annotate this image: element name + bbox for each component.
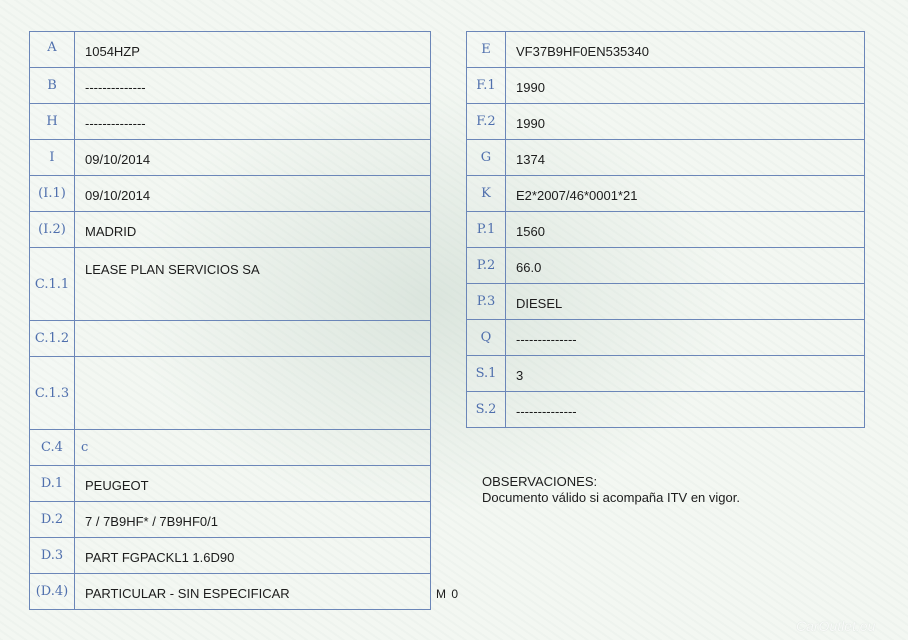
- field-value: 1990: [506, 68, 865, 104]
- field-value: VF37B9HF0EN535340: [506, 32, 865, 68]
- field-code: D.3: [30, 538, 75, 574]
- field-value: 3: [506, 356, 865, 392]
- field-code: (I.1): [30, 176, 75, 212]
- field-value: 1990: [506, 104, 865, 140]
- field-row-c11: [30, 248, 431, 321]
- field-value: 1054HZP: [75, 32, 431, 68]
- field-row-c4: [30, 430, 431, 466]
- field-value: 1560: [506, 212, 865, 248]
- field-row-d2: [30, 502, 431, 538]
- field-code: G: [467, 140, 506, 176]
- field-row-a: [30, 32, 431, 68]
- right-fields-table: [466, 31, 865, 428]
- field-value: 7 / 7B9HF* / 7B9HF0/1: [75, 502, 431, 538]
- field-row-i: [30, 140, 431, 176]
- field-value: PEUGEOT: [75, 466, 431, 502]
- field-code: C.1.1: [30, 248, 75, 321]
- field-row-e: [467, 32, 865, 68]
- marker-code: M 0: [436, 587, 460, 601]
- field-row-d3: [30, 538, 431, 574]
- field-code: C.1.2: [30, 321, 75, 357]
- field-code: D.2: [30, 502, 75, 538]
- field-code: Q: [467, 320, 506, 356]
- field-row-p3: [467, 284, 865, 320]
- watermark-text: CarOutlet.eu: [796, 618, 876, 634]
- observations-title: OBSERVACIONES:: [482, 474, 598, 489]
- field-row-k: [467, 176, 865, 212]
- field-value: PARTICULAR - SIN ESPECIFICAR: [75, 574, 431, 610]
- field-value: DIESEL: [506, 284, 865, 320]
- field-code: S.2: [467, 392, 506, 428]
- field-value: --------------: [506, 392, 865, 428]
- field-value: PART FGPACKL1 1.6D90: [75, 538, 431, 574]
- field-code: (D.4): [30, 574, 75, 610]
- field-value: 09/10/2014: [75, 176, 431, 212]
- field-value: 1374: [506, 140, 865, 176]
- field-row-f2: [467, 104, 865, 140]
- field-value: --------------: [75, 104, 431, 140]
- field-row-i1: [30, 176, 431, 212]
- field-row-s1: [467, 356, 865, 392]
- field-code: B: [30, 68, 75, 104]
- field-row-c12: [30, 321, 431, 357]
- field-value: [75, 321, 431, 357]
- field-code: S.1: [467, 356, 506, 392]
- field-row-c13: [30, 357, 431, 430]
- field-code: I: [30, 140, 75, 176]
- field-code: A: [30, 32, 75, 68]
- field-code: C.1.3: [30, 357, 75, 430]
- field-row-b: [30, 68, 431, 104]
- field-code: P.3: [467, 284, 506, 320]
- field-value: LEASE PLAN SERVICIOS SA: [75, 248, 431, 321]
- field-row-d4: [30, 574, 431, 610]
- left-fields-table: [29, 31, 431, 610]
- field-row-i2: [30, 212, 431, 248]
- field-value: --------------: [75, 68, 431, 104]
- field-value: 09/10/2014: [75, 140, 431, 176]
- field-row-q: [467, 320, 865, 356]
- field-value: c: [75, 430, 431, 466]
- field-value: 66.0: [506, 248, 865, 284]
- field-code: (I.2): [30, 212, 75, 248]
- field-row-f1: [467, 68, 865, 104]
- field-code: H: [30, 104, 75, 140]
- field-code: F.2: [467, 104, 506, 140]
- field-value: MADRID: [75, 212, 431, 248]
- field-row-g: [467, 140, 865, 176]
- field-code: D.1: [30, 466, 75, 502]
- observations-text: Documento válido si acompaña ITV en vigor.: [482, 490, 740, 505]
- field-value: [75, 357, 431, 430]
- field-code: C.4: [30, 430, 75, 466]
- field-value: --------------: [506, 320, 865, 356]
- field-row-p2: [467, 248, 865, 284]
- field-code: F.1: [467, 68, 506, 104]
- field-code: P.1: [467, 212, 506, 248]
- field-row-h: [30, 104, 431, 140]
- field-code: P.2: [467, 248, 506, 284]
- field-row-d1: [30, 466, 431, 502]
- field-row-p1: [467, 212, 865, 248]
- field-code: K: [467, 176, 506, 212]
- observations-block: [482, 474, 740, 506]
- field-code: E: [467, 32, 506, 68]
- field-value: E2*2007/46*0001*21: [506, 176, 865, 212]
- field-row-s2: [467, 392, 865, 428]
